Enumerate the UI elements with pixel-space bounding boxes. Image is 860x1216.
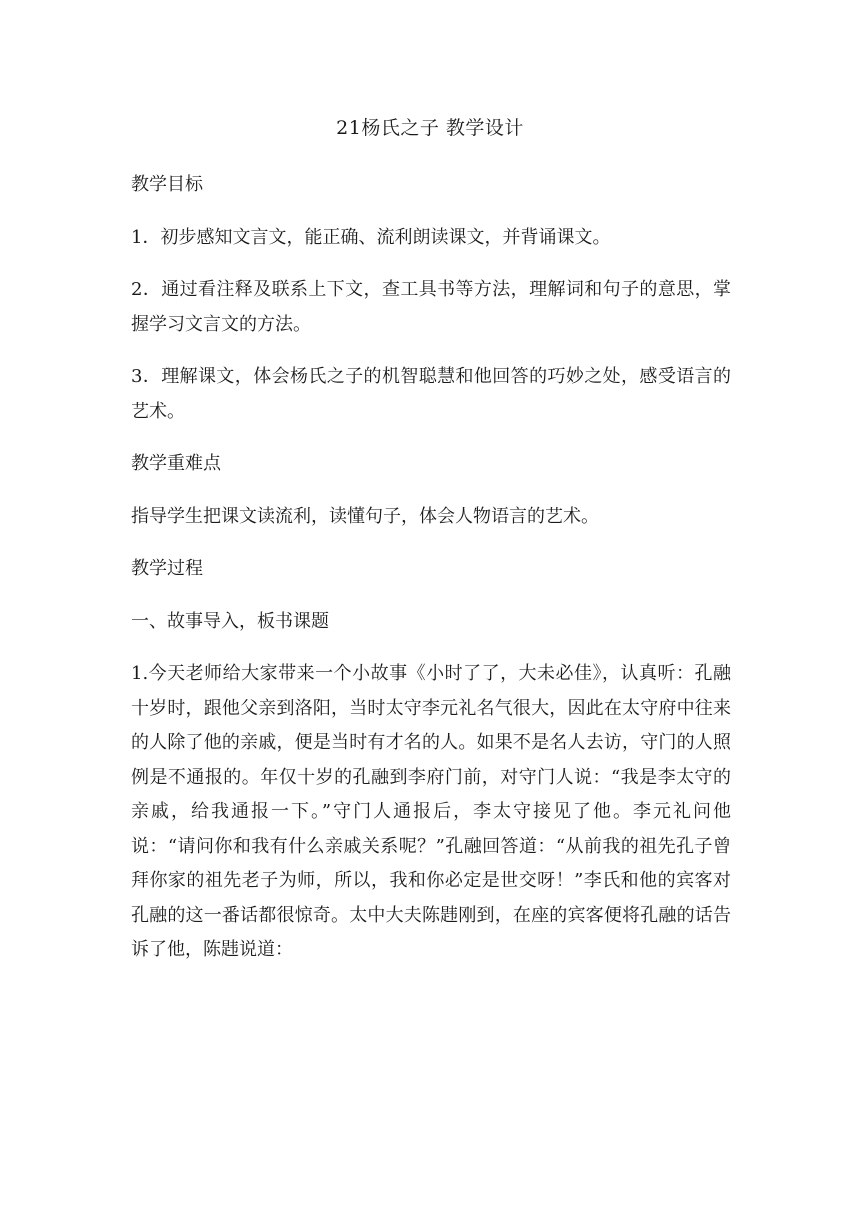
heading-teaching-goals: 教学目标 [131,174,203,195]
document-body [131,168,731,968]
process-step-1-heading: 一、故事导入，板书课题 [131,610,329,632]
document-title: 21杨氏之子 教学设计 [336,117,524,139]
story-paragraph: 1.今天老师给大家带来一个小故事《小时了了，大未必佳》，认真听：孔融十岁时，跟他父亲到洛阳，当时太守李元礼名气很大，因此在太守府中往来的人除了他的亲戚，便是当时有才名的人。如果不是名人去访，守门的人照例是不通报的。年仅十岁的孔融到李府门前，对守门人说：“我是李太守的亲戚，给我通报一下。”守门人通报后，李太守接见了他。李元礼问他说：“请问你和我有什么亲戚关系呢？”孔融回答道：“从前我的祖先孔子曾拜你家的祖先老子为师，所以，我和你必定是世交呀！”李氏和他的宾客对孔融的这一番话都很惊奇。太中大夫陈韪刚到，在座的宾客便将孔融的话告诉了他，陈韪说道： [131,663,731,960]
heading-teaching-process: 教学过程 [131,558,203,579]
goal-item-3: 3．理解课文，体会杨氏之子的机智聪慧和他回答的巧妙之处，感受语言的艺术。 [131,366,731,422]
key-difficulties-text: 指导学生把课文读流利，读懂句子，体会人物语言的艺术。 [131,505,599,527]
heading-key-difficulties: 教学重难点 [131,453,221,474]
goal-item-2: 2．通过看注释及联系上下文，查工具书等方法，理解词和句子的意思，掌握学习文言文的方法。 [131,279,731,335]
goal-item-1: 1．初步感知文言文，能正确、流利朗读课文，并背诵课文。 [131,226,611,248]
